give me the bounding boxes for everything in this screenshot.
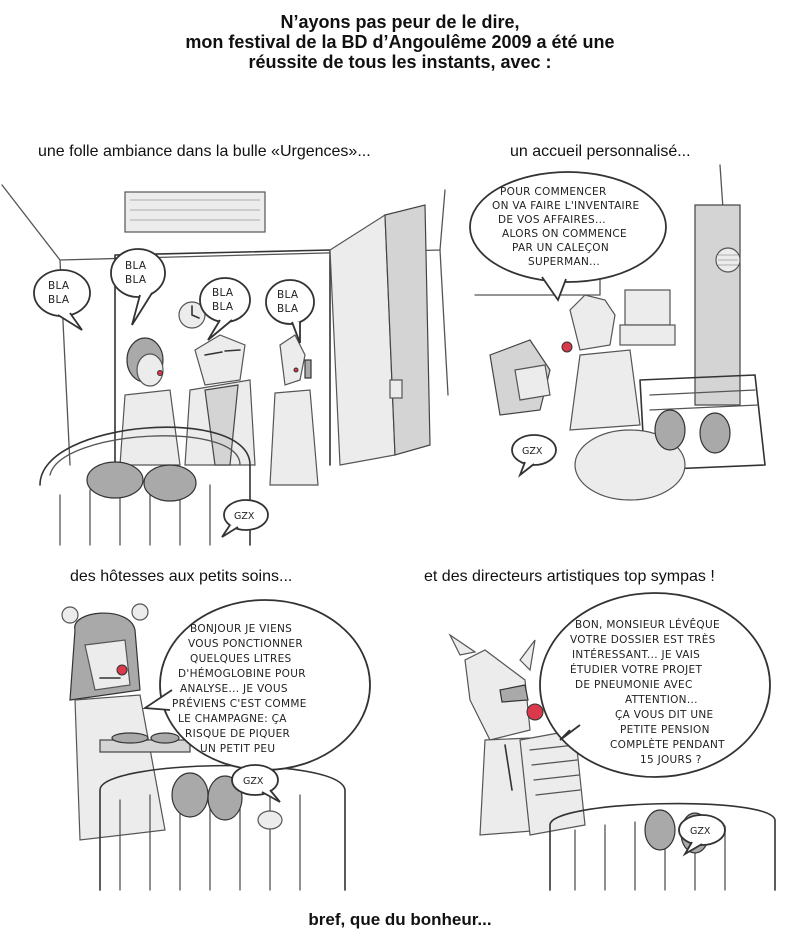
bubble-text-line: UN PETIT PEU bbox=[200, 743, 276, 755]
title-line-1: N’ayons pas peur de le dire, bbox=[280, 12, 520, 32]
patient-character bbox=[490, 340, 550, 415]
speech-bubble-bla-1 bbox=[34, 270, 90, 330]
cabinet bbox=[695, 205, 740, 405]
bubble-text-line: ATTENTION... bbox=[625, 694, 698, 706]
panel-2-illustration bbox=[470, 165, 770, 505]
bubble-text-line: BLA bbox=[277, 289, 299, 301]
bubble-text-line: ÉTUDIER VOTRE PROJET bbox=[570, 664, 703, 676]
title-line-2: mon festival de la BD d’Angoulême 2009 a été une bbox=[185, 32, 615, 52]
bubble-text-line: ALORS ON COMMENCE bbox=[502, 228, 627, 240]
bubble-text-line: BLA bbox=[125, 260, 147, 272]
signature-bubble bbox=[222, 500, 268, 537]
bubble-text-line: GZX bbox=[690, 826, 711, 837]
bubble-text-line: BON, MONSIEUR LÉVÊQUE bbox=[575, 619, 720, 631]
tray bbox=[100, 740, 190, 752]
panel-2-caption: un accueil personnalisé... bbox=[510, 143, 691, 160]
bubble-text-line: ON VA FAIRE L'INVENTAIRE bbox=[492, 200, 640, 212]
panel-1-illustration bbox=[0, 165, 470, 545]
bubble-text-line: BLA bbox=[48, 294, 70, 306]
bubble-text-line: BLA bbox=[125, 274, 147, 286]
speech-bubble-director bbox=[540, 593, 770, 777]
bubble-text-line: VOUS PONCTIONNER bbox=[188, 638, 303, 650]
speech-bubble-bla-4 bbox=[266, 280, 314, 343]
speech-bubble-inventory bbox=[470, 172, 666, 300]
bubble-text-line: ANALYSE... JE VOUS bbox=[180, 683, 288, 695]
ceiling-lamp bbox=[125, 192, 265, 232]
bubble-text-line: RISQUE DE PIQUER bbox=[185, 728, 291, 740]
bubble-text-line: VOTRE DOSSIER EST TRÈS bbox=[570, 634, 716, 646]
bubble-text-line: BONJOUR JE VIENS bbox=[190, 623, 293, 635]
panel-4-caption: et des directeurs artistiques top sympas ! bbox=[424, 568, 715, 585]
page-title bbox=[0, 12, 800, 72]
bubble-text-line: INTÉRESSANT... JE VAIS bbox=[572, 649, 701, 661]
bubble-text-line: PAR UN CALEÇON bbox=[512, 242, 610, 254]
phone-character bbox=[270, 335, 318, 485]
speech-bubble-bla-3 bbox=[200, 278, 250, 340]
bubble-text-line: PRÉVIENS C'EST COMME bbox=[172, 698, 307, 710]
bubble-text-line: QUELQUES LITRES bbox=[190, 653, 292, 665]
bubble-text-line: DE PNEUMONIE AVEC bbox=[575, 679, 693, 691]
bubble-text-line: BLA bbox=[277, 303, 299, 315]
bubble-text-line: SUPERMAN... bbox=[528, 256, 601, 268]
panel-3-illustration bbox=[40, 590, 370, 890]
bubble-text-line: COMPLÈTE PENDANT bbox=[610, 739, 725, 751]
footer-text: bref, que du bonheur... bbox=[308, 910, 492, 929]
speech-bubble-bla-2 bbox=[111, 249, 165, 325]
bubble-text-line: PETITE PENSION bbox=[620, 724, 710, 736]
nurse-character bbox=[120, 338, 180, 465]
open-door bbox=[330, 215, 395, 465]
title-line-3: réussite de tous les instants, avec : bbox=[248, 52, 552, 72]
bubble-text-line: D'HÉMOGLOBINE POUR bbox=[178, 668, 306, 680]
bubble-text-line: GZX bbox=[234, 511, 255, 522]
bubble-text-line: LE CHAMPAGNE: ÇA bbox=[178, 713, 287, 725]
panel-4-illustration bbox=[430, 590, 775, 890]
bubble-text-line: ÇA VOUS DIT UNE bbox=[615, 709, 714, 721]
bubble-text-line: DE VOS AFFAIRES... bbox=[498, 214, 606, 226]
bubble-text-line: GZX bbox=[243, 776, 264, 787]
bubble-text-line: BLA bbox=[212, 287, 234, 299]
bubble-text-line: BLA bbox=[48, 280, 70, 292]
bubble-text-line: POUR COMMENCER bbox=[500, 186, 607, 198]
panel-1-caption: une folle ambiance dans la bulle «Urgences»... bbox=[38, 143, 371, 160]
bubble-text-line: GZX bbox=[522, 446, 543, 457]
panel-3-caption: des hôtesses aux petits soins... bbox=[70, 568, 293, 585]
signature-bubble bbox=[512, 435, 556, 475]
bubble-text-line: BLA bbox=[212, 301, 234, 313]
doctor-character bbox=[185, 335, 255, 465]
bubble-text-line: 15 JOURS ? bbox=[640, 754, 702, 766]
